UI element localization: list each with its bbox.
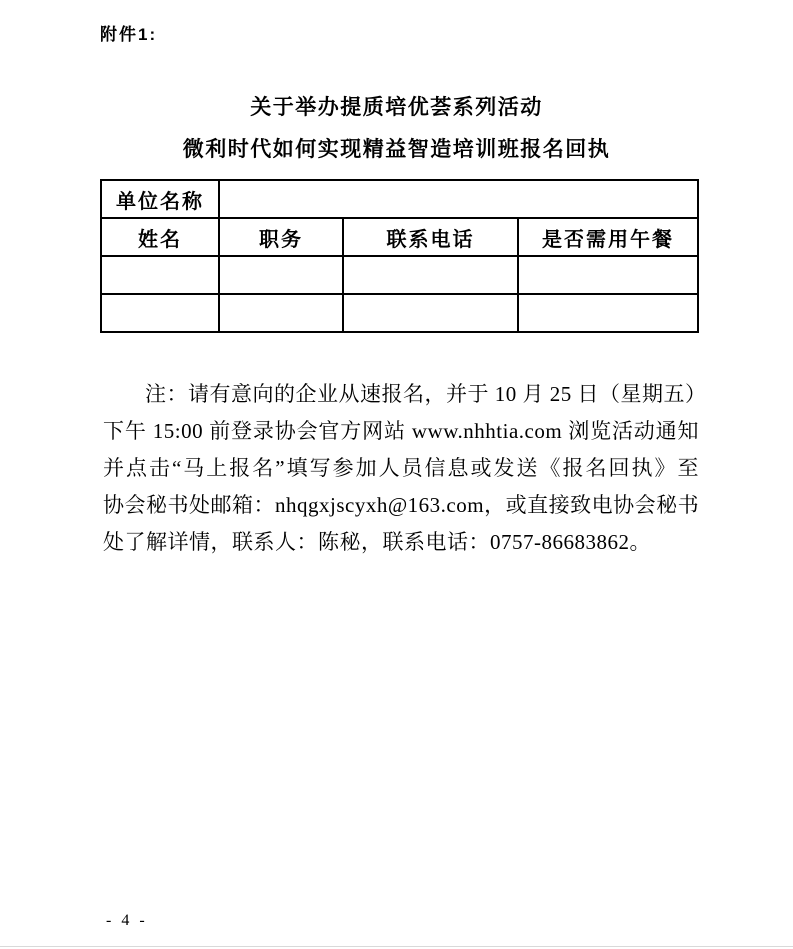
header-name: 姓名 <box>101 218 219 256</box>
empty-cell <box>219 294 343 332</box>
attachment-label: 附件1: <box>100 25 158 44</box>
empty-cell <box>518 256 698 294</box>
header-lunch: 是否需用午餐 <box>518 218 698 256</box>
note-paragraph <box>103 376 707 561</box>
empty-cell <box>101 294 219 332</box>
registration-table <box>100 179 699 333</box>
note-line: 下午 15:00 前登录协会官方网站 www.nhhtia.com 浏览活动通知 <box>103 419 699 443</box>
empty-cell <box>343 256 518 294</box>
unit-name-label: 单位名称 <box>101 180 219 218</box>
note-line: 处了解详情，联系人：陈秘，联系电话：0757-86683862。 <box>103 530 651 554</box>
empty-cell <box>101 256 219 294</box>
page-bottom-divider <box>0 946 793 947</box>
table-row <box>101 256 698 294</box>
table-header-row <box>101 218 698 256</box>
table-row <box>101 294 698 332</box>
unit-name-value-cell <box>219 180 698 218</box>
page-number: - 4 - <box>106 912 148 929</box>
empty-cell <box>219 256 343 294</box>
header-phone: 联系电话 <box>343 218 518 256</box>
empty-cell <box>343 294 518 332</box>
note-line: 协会秘书处邮箱：nhqgxjscyxh@163.com，或直接致电协会秘书 <box>103 493 700 517</box>
doc-title-line2: 微利时代如何实现精益智造培训班报名回执 <box>182 137 611 161</box>
doc-title-line1: 关于举办提质培优荟系列活动 <box>250 95 543 119</box>
note-line: 注：请有意向的企业从速报名，并于 10 月 25 日（星期五） <box>145 382 707 406</box>
note-line: 并点击“马上报名”填写参加人员信息或发送《报名回执》至 <box>103 456 699 480</box>
empty-cell <box>518 294 698 332</box>
unit-name-row <box>101 180 698 218</box>
header-position: 职务 <box>219 218 343 256</box>
